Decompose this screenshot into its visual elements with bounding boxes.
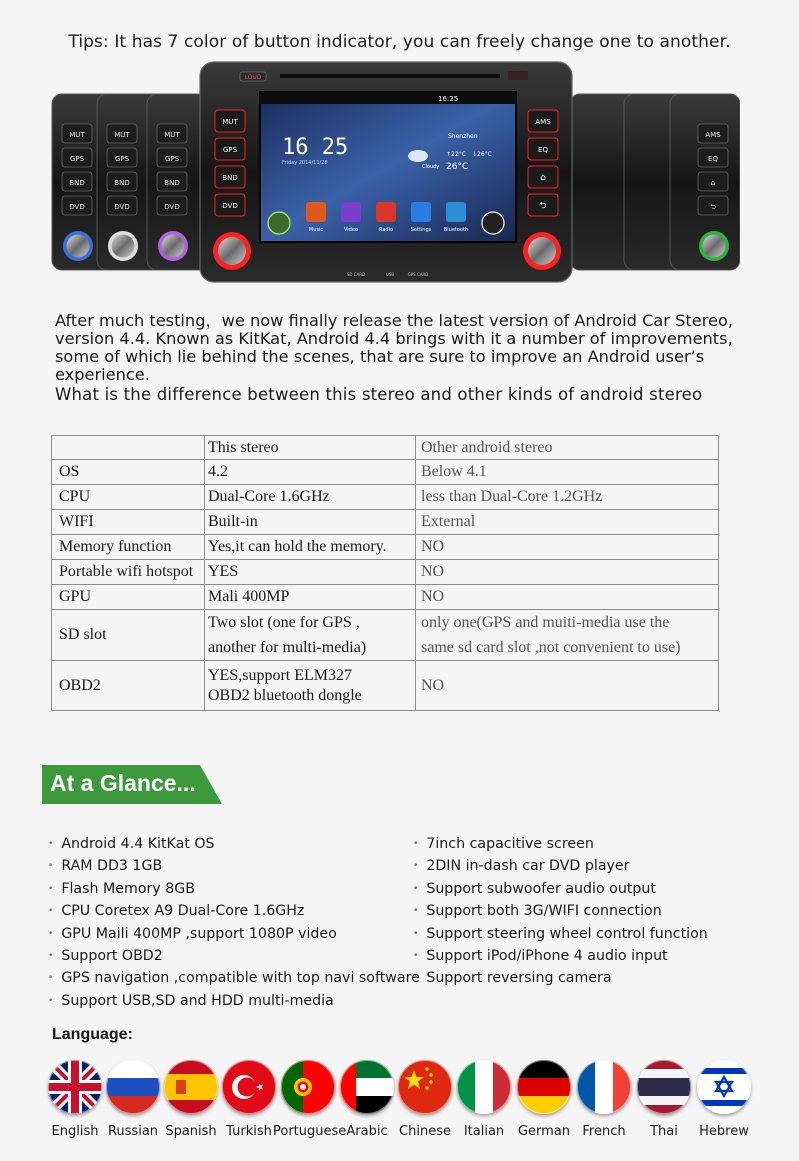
feature-item: • 7inch capacitive screen [413, 834, 708, 856]
cell-line: NO [421, 563, 445, 580]
language-label: Thai [650, 1124, 678, 1139]
feature-cell: Portable wifi hotspot [52, 560, 205, 585]
language-label: German [517, 1124, 571, 1139]
hardware-button-label: DVD [164, 203, 180, 211]
italy-flag-icon [457, 1060, 511, 1114]
feature-cell: CPU [52, 485, 205, 510]
language-label: Russian [107, 1124, 159, 1139]
hardware-button-label: GPS [222, 146, 238, 154]
intro-line: After much testing，we now finally release the latest version of Android Car Stereo, [55, 311, 734, 330]
hardware-button-label: BND [164, 179, 180, 187]
tune-knob [528, 237, 556, 265]
back-icon: ⮌ [539, 201, 547, 211]
table-row [52, 485, 719, 510]
feature-list-left [48, 834, 420, 1013]
israel-flag-icon [697, 1060, 751, 1114]
settings-app-icon [411, 202, 431, 222]
cell-line: only one(GPS and muiti-media use the [421, 614, 670, 631]
feature-cell: GPU [52, 585, 205, 610]
table-row [52, 560, 719, 585]
feature-item: • GPS navigation ,compatible with top navi software [48, 968, 420, 990]
language-label: French [582, 1124, 626, 1139]
cell-line: NO [421, 588, 445, 605]
hardware-button-label: GPS [69, 155, 85, 163]
cell-line: same sd card slot ,not convenient to use) [421, 639, 681, 656]
feature-item: • Support reversing camera [413, 968, 708, 990]
comparison-question: What is the difference between this stereo and other kinds of android stereo [55, 385, 703, 404]
feature-cell: Memory function [52, 535, 205, 560]
table-row [52, 585, 719, 610]
status-time: 16:25 [438, 95, 459, 103]
app-drawer-icon [482, 212, 504, 234]
this-stereo-cell [205, 560, 416, 585]
language-label: Portuguese [273, 1124, 347, 1139]
cell-line: YES,support ELM327 [208, 666, 352, 684]
clock-widget: 16 25 [282, 135, 349, 160]
cell-line: another for multi-media) [208, 639, 367, 656]
feature-item: • Support both 3G/WIFI connection [413, 901, 708, 923]
other-stereo-cell [416, 610, 719, 661]
feature-item: • CPU Coretex A9 Dual-Core 1.6GHz [48, 901, 420, 923]
feature-item: • 2DIN in-dash car DVD player [413, 856, 708, 878]
cell-line: NO [421, 538, 445, 555]
feature-list-right [413, 834, 708, 991]
hardware-button-label: AMS [535, 118, 551, 126]
uk-flag-icon [48, 1060, 102, 1114]
feature-item: • Support steering wheel control function [413, 924, 708, 946]
other-stereo-cell [416, 510, 719, 535]
app-label: Radio [378, 227, 394, 233]
feature-item: • GPU Maili 400MP ,support 1080P video [48, 924, 420, 946]
weather-label: Cloudy [422, 164, 440, 170]
this-stereo-cell [205, 661, 416, 711]
table-header-cell: Other android stereo [416, 436, 719, 460]
feature-cell: SD slot [52, 610, 205, 661]
volume-knob [218, 237, 246, 265]
feature-item: • Support USB,SD and HDD multi-media [48, 991, 420, 1013]
back-stereo-unit [670, 94, 740, 270]
car-stereo-product-image [50, 58, 740, 298]
cell-line: Yes,it can hold the memory. [208, 538, 387, 555]
cell-line: NO [421, 676, 445, 694]
cell-line: less than Dual-Core 1.2GHz [421, 488, 603, 505]
app-label: Music [308, 227, 324, 233]
uae-flag-icon [340, 1060, 394, 1114]
hardware-button-label: BND [114, 179, 130, 187]
feature-cell: OBD2 [52, 661, 205, 711]
radio-app-icon [376, 202, 396, 222]
feature-item: • Support subwoofer audio output [413, 879, 708, 901]
hardware-button-label: MUT [164, 131, 180, 139]
cell-line: Two slot (one for GPS , [208, 614, 360, 631]
other-stereo-cell [416, 560, 719, 585]
bluetooth-app-icon [446, 202, 466, 222]
this-stereo-cell [205, 610, 416, 661]
this-stereo-cell [205, 510, 416, 535]
feature-cell: WIFI [52, 510, 205, 535]
hardware-button-label: ⮌ [710, 203, 716, 211]
temp-range: ↓26°C [472, 151, 492, 158]
thailand-flag-icon [637, 1060, 691, 1114]
table-header-cell [52, 436, 205, 460]
language-label: English [51, 1124, 99, 1139]
app-label: Bluetooth [443, 227, 469, 233]
tips-text: Tips: It has 7 color of button indicator, you can freely change one to another. [68, 32, 731, 52]
intro-line: version 4.4. Known as KitKat, Android 4.4 brings with it a number of improvements, [55, 329, 733, 348]
city-label: Shenzhen [448, 133, 478, 140]
language-label: Italian [463, 1124, 505, 1139]
video-app-icon [341, 202, 361, 222]
spain-flag-icon [164, 1060, 218, 1114]
comparison-table [51, 435, 719, 711]
hardware-button-label: ⌂ [710, 179, 716, 187]
hardware-button-label: MUT [69, 131, 85, 139]
feature-item: • Support iPod/iPhone 4 audio input [413, 946, 708, 968]
table-row [52, 510, 719, 535]
glance-title: At a Glance... [50, 770, 196, 796]
cell-line: External [421, 513, 476, 530]
china-flag-icon [398, 1060, 452, 1114]
table-row [52, 661, 719, 711]
table-header-cell: This stereo [205, 436, 416, 460]
language-label: Chinese [399, 1124, 451, 1139]
cell-line: YES [208, 563, 239, 580]
app-label: Video [343, 227, 359, 233]
cell-line: 4.2 [208, 463, 228, 480]
other-stereo-cell [416, 661, 719, 711]
cell-line: Dual-Core 1.6GHz [208, 488, 330, 505]
hardware-button-label: MUT [114, 131, 130, 139]
feature-item: • Support OBD2 [48, 946, 420, 968]
hardware-button-label: GPS [164, 155, 180, 163]
table-header-row [52, 436, 719, 460]
disc-slot [280, 74, 500, 78]
cell-line: Mali 400MP [208, 588, 290, 605]
music-app-icon [306, 202, 326, 222]
hardware-button-label: DVD [114, 203, 130, 211]
language-label: Hebrew [699, 1124, 749, 1139]
gps-card-label: GPS CARD [407, 272, 429, 277]
intro-line: some of which lie behind the scenes, that are sure to improve an Android user’s experience. [55, 347, 705, 384]
russia-flag-icon [106, 1060, 160, 1114]
this-stereo-cell [205, 460, 416, 485]
eject-button [508, 71, 528, 80]
this-stereo-cell [205, 535, 416, 560]
sd-card-label: SD CARD [346, 272, 366, 277]
status-bar [260, 92, 516, 104]
turkey-flag-icon [222, 1060, 276, 1114]
table-row [52, 610, 719, 661]
cell-line: Below 4.1 [421, 463, 487, 480]
feature-cell: OS [52, 460, 205, 485]
car-app-icon [268, 212, 290, 234]
cloud-icon [408, 150, 428, 162]
other-stereo-cell [416, 535, 719, 560]
usb-label: USB [385, 272, 395, 277]
hardware-button-label: EQ [708, 155, 718, 163]
intro-paragraph [55, 312, 755, 384]
feature-item: • Android 4.4 KitKat OS [48, 834, 420, 856]
date-label: Friday 2014/11/28 [282, 160, 328, 166]
language-label: Turkish [226, 1124, 272, 1139]
temp-label: 26°C [446, 162, 469, 172]
temp-range: ↑22°C [446, 151, 466, 158]
app-label: Settings [410, 227, 432, 233]
this-stereo-cell [205, 485, 416, 510]
hardware-button-label: DVD [222, 202, 238, 210]
cell-line: Built-in [208, 513, 258, 530]
loud-label: LOUD [244, 74, 262, 81]
feature-item: • Flash Memory 8GB [48, 879, 420, 901]
france-flag-icon [577, 1060, 631, 1114]
table-row [52, 535, 719, 560]
this-stereo-cell [205, 585, 416, 610]
germany-flag-icon [517, 1060, 571, 1114]
portugal-flag-icon [281, 1060, 335, 1114]
hardware-button-label: MUT [222, 118, 238, 126]
home-icon: ⌂ [540, 173, 546, 183]
hardware-button-label: BND [222, 174, 238, 182]
hardware-button-label: BND [69, 179, 85, 187]
language-label: Spanish [165, 1124, 217, 1139]
hardware-button-label: GPS [114, 155, 130, 163]
volume-knob [112, 235, 135, 258]
other-stereo-cell [416, 460, 719, 485]
other-stereo-cell [416, 485, 719, 510]
hardware-button-label: EQ [538, 146, 548, 154]
feature-item: • RAM DD3 1GB [48, 856, 420, 878]
hardware-button-label: AMS [705, 131, 721, 139]
table-row [52, 460, 719, 485]
cell-line: OBD2 bluetooth dongle [208, 686, 362, 704]
volume-knob [162, 235, 185, 258]
volume-knob [703, 235, 726, 258]
language-title: Language: [52, 1026, 133, 1043]
volume-knob [67, 235, 90, 258]
hardware-button-label: DVD [69, 203, 85, 211]
language-label: Arabic [346, 1124, 388, 1139]
other-stereo-cell [416, 585, 719, 610]
